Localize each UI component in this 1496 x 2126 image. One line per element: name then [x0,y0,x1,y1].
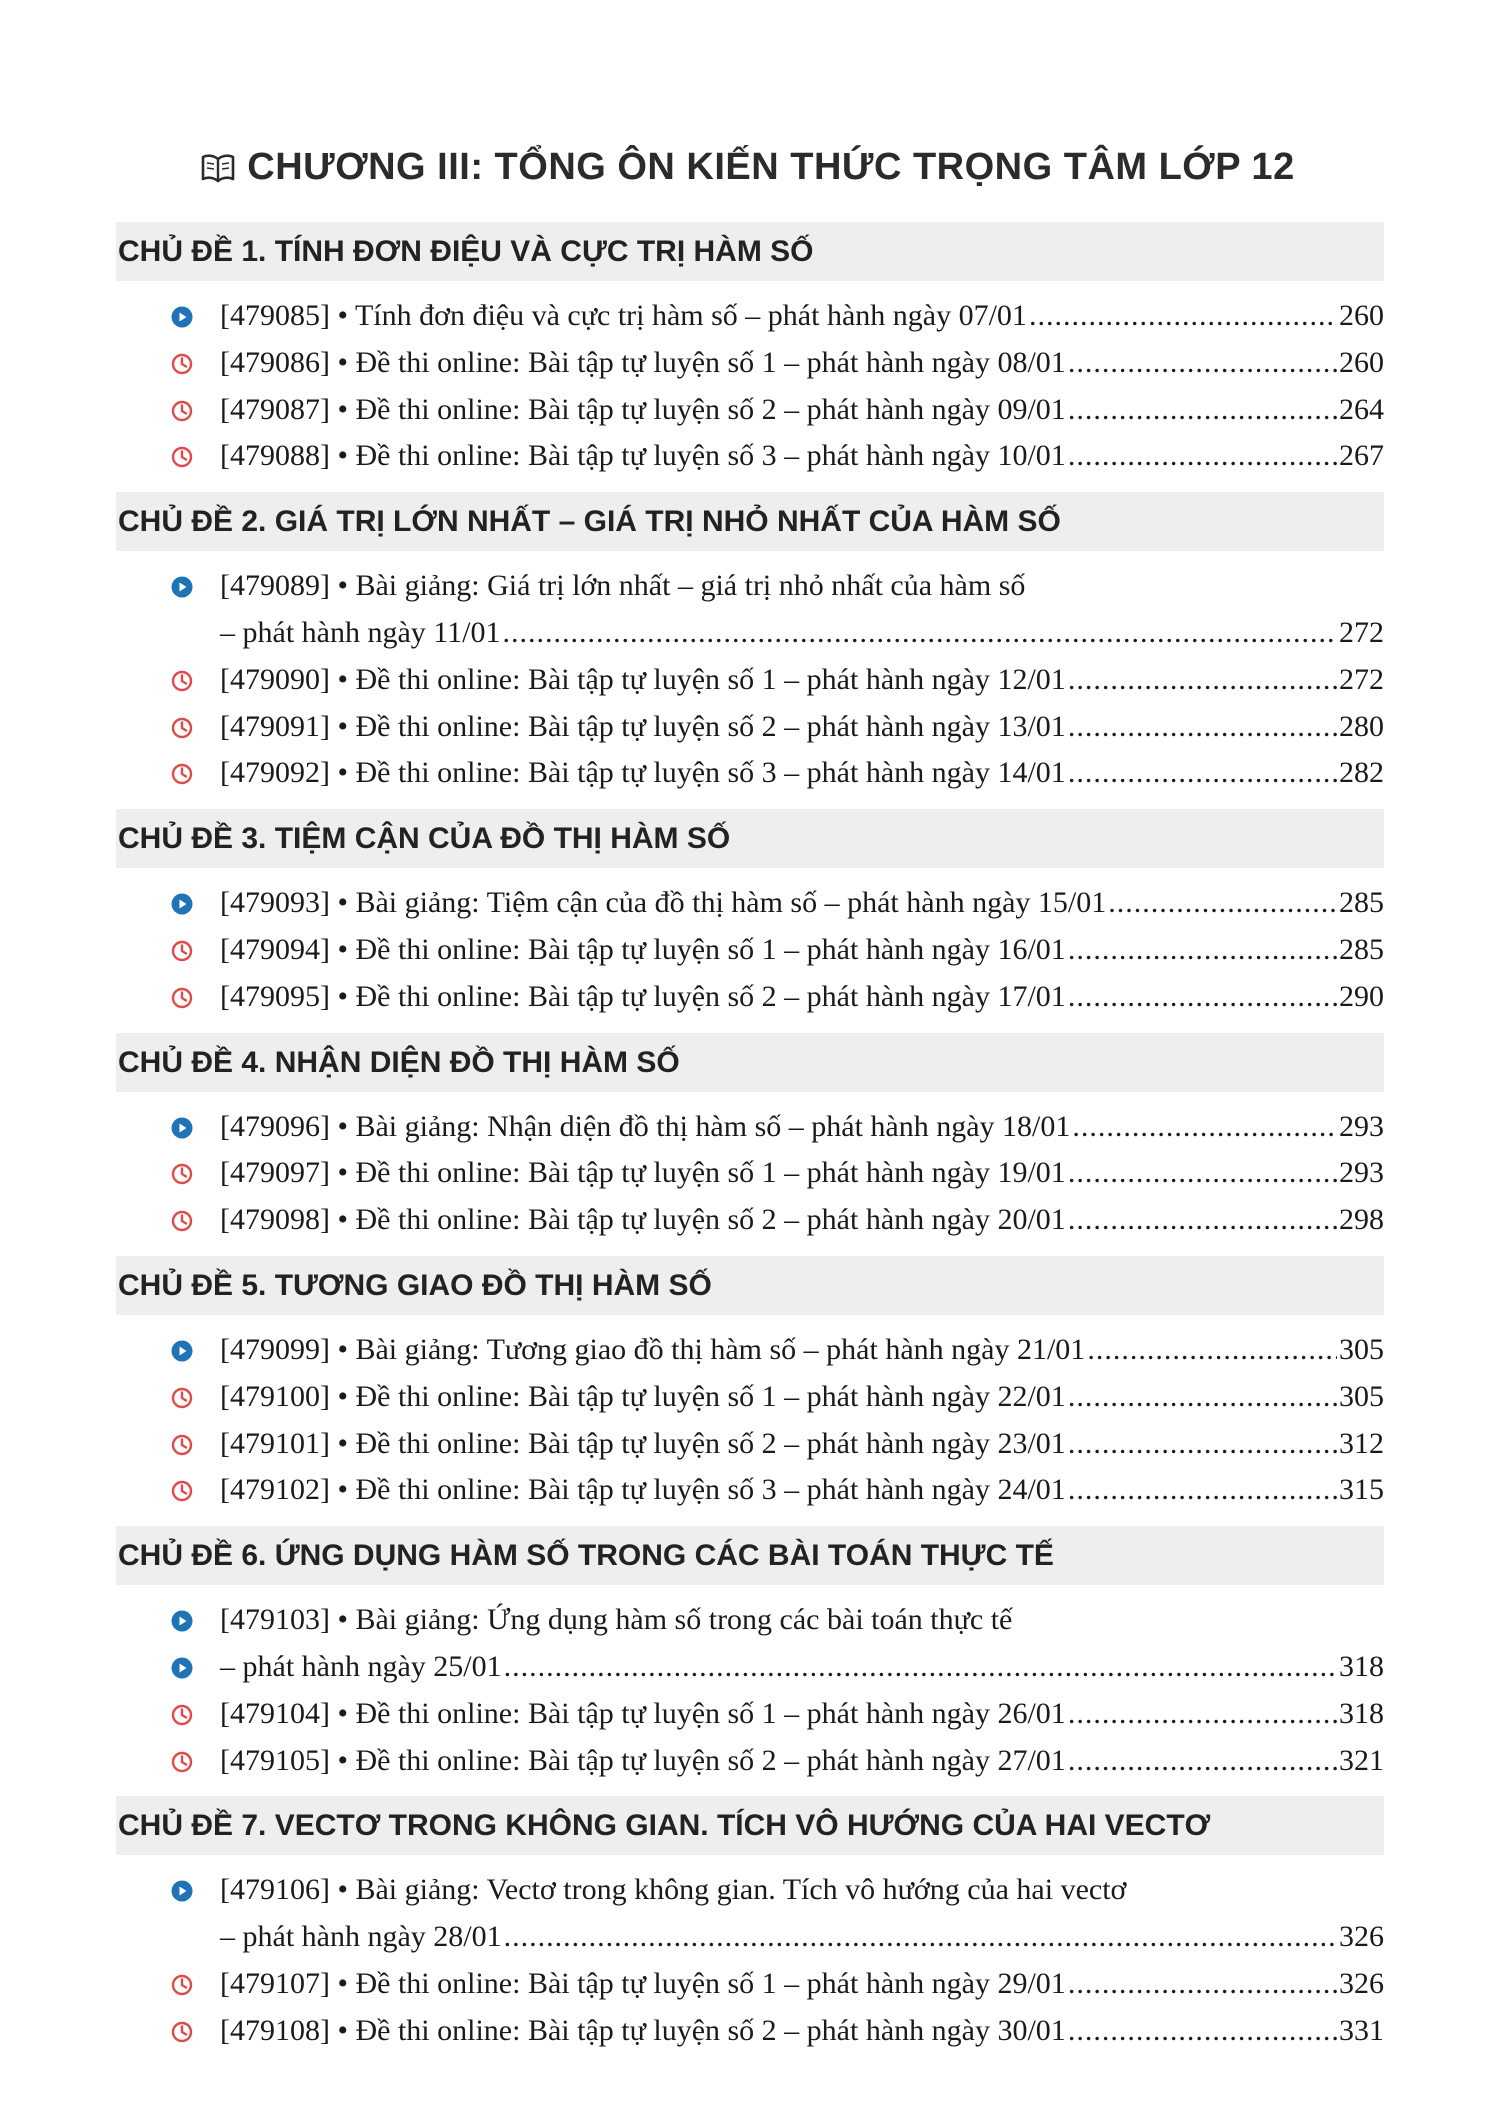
entry-line [220,1961,1384,2008]
toc-entry[interactable] [116,387,1384,434]
entry-line [220,1644,1384,1691]
dot-leader [1068,387,1337,434]
page-number: 318 [1339,1649,1384,1683]
page-number: 315 [1339,1473,1384,1507]
page-number: 326 [1339,1920,1384,1954]
entry-line [220,387,1384,434]
entry-text: [479095] • Đề thi online: Bài tập tự luyện số 2 – phát hành ngày 17/01 [220,979,1066,1013]
clock-icon [171,1751,193,1773]
entry-text: [479105] • Đề thi online: Bài tập tự luyện số 2 – phát hành ngày 27/01 [220,1743,1066,1777]
toc-entry[interactable] [116,1104,1384,1151]
entry-text: [479089] • Bài giảng: Giá trị lớn nhất – giá trị nhỏ nhất của hàm số [220,569,1026,603]
clock-icon [171,400,193,422]
dot-leader [504,1914,1337,1961]
play-icon [171,1657,193,1679]
page-number: 312 [1339,1426,1384,1460]
page-number: 318 [1339,1696,1384,1730]
clock-icon [171,717,193,739]
entry-text: [479099] • Bài giảng: Tương giao đồ thị hàm số – phát hành ngày 21/01 [220,1332,1086,1366]
entry-text: [479103] • Bài giảng: Ứng dụng hàm số trong các bài toán thực tế [220,1603,1013,1637]
topic-header: CHỦ ĐỀ 3. TIỆM CẬN CỦA ĐỒ THỊ HÀM SỐ [116,809,1384,868]
entry-text: [479092] • Đề thi online: Bài tập tự luyện số 3 – phát hành ngày 14/01 [220,756,1066,790]
topic-section [116,1526,1384,1784]
topic-header: CHỦ ĐỀ 4. NHẬN DIỆN ĐỒ THỊ HÀM SỐ [116,1033,1384,1092]
entry-line [220,657,1384,704]
entry-line [220,433,1384,480]
topic-header: CHỦ ĐỀ 5. TƯƠNG GIAO ĐỒ THỊ HÀM SỐ [116,1256,1384,1315]
dot-leader [1068,2008,1337,2055]
entry-text: [479091] • Đề thi online: Bài tập tự luyện số 2 – phát hành ngày 13/01 [220,709,1066,743]
entry-line [220,704,1384,751]
dot-leader [1068,974,1337,1021]
clock-icon [171,1163,193,1185]
play-icon [171,1340,193,1362]
entry-line [220,340,1384,387]
page-number: 264 [1339,392,1384,426]
topic-header: CHỦ ĐỀ 1. TÍNH ĐƠN ĐIỆU VÀ CỰC TRỊ HÀM SỐ [116,222,1384,281]
entry-text: [479104] • Đề thi online: Bài tập tự luyện số 1 – phát hành ngày 26/01 [220,1696,1066,1730]
dot-leader [503,610,1337,657]
toc-entry[interactable] [116,293,1384,340]
topic-header: CHỦ ĐỀ 6. ỨNG DỤNG HÀM SỐ TRONG CÁC BÀI TOÁN THỰC TẾ [116,1526,1384,1585]
entry-line [220,1597,1384,1644]
dot-leader [1087,1327,1337,1374]
dot-leader [1068,1421,1337,1468]
entry-line [220,880,1384,927]
dot-leader [1068,1467,1337,1514]
dot-leader [1108,880,1337,927]
page-number: 298 [1339,1203,1384,1237]
page-number: 290 [1339,979,1384,1013]
entry-line [220,1691,1384,1738]
entry-line [220,1150,1384,1197]
page-number: 331 [1339,2013,1384,2047]
dot-leader [1068,1961,1337,2008]
topic-section [116,1033,1384,1244]
entry-line [220,2008,1384,2055]
page-number: 305 [1339,1379,1384,1413]
toc-entry[interactable] [116,657,1384,704]
dot-leader [1068,750,1337,797]
entry-line [220,1197,1384,1244]
clock-icon [171,670,193,692]
entry-text: [479102] • Đề thi online: Bài tập tự luyện số 3 – phát hành ngày 24/01 [220,1473,1066,1507]
clock-icon [171,1974,193,1996]
dot-leader [1068,1374,1337,1421]
entry-line [220,1421,1384,1468]
page-number: 285 [1339,932,1384,966]
topic-section [116,809,1384,1020]
toc-entry[interactable] [116,927,1384,974]
entry-text: [479100] • Đề thi online: Bài tập tự luyện số 1 – phát hành ngày 22/01 [220,1379,1066,1413]
entry-line [220,1467,1384,1514]
page-number: 293 [1339,1109,1384,1143]
topic-section [116,1796,1384,2054]
toc-entry[interactable] [116,1961,1384,2008]
dot-leader [1068,433,1337,480]
page-number: 272 [1339,662,1384,696]
entry-line [220,1867,1384,1914]
topic-section [116,1256,1384,1514]
play-icon [171,1117,193,1139]
dot-leader [1068,704,1337,751]
entry-text: [479087] • Đề thi online: Bài tập tự luyện số 2 – phát hành ngày 09/01 [220,392,1066,426]
entry-line [220,1914,1384,1961]
entry-text: [479096] • Bài giảng: Nhận diện đồ thị hàm số – phát hành ngày 18/01 [220,1109,1071,1143]
entry-text: – phát hành ngày 11/01 [220,615,501,649]
dot-leader [1068,927,1337,974]
toc-entry[interactable] [116,1691,1384,1738]
toc-entry[interactable] [116,1597,1384,1691]
toc-entry[interactable] [116,1374,1384,1421]
page-number: 305 [1339,1332,1384,1366]
entry-text: – phát hành ngày 28/01 [220,1920,502,1954]
clock-icon [171,353,193,375]
toc-entry[interactable] [116,1467,1384,1514]
toc-entry[interactable] [116,974,1384,1021]
page-number: 260 [1339,299,1384,332]
entry-line [220,293,1384,340]
play-icon [171,1610,193,1632]
clock-icon [171,446,193,468]
dot-leader [1068,1691,1337,1738]
toc-entry[interactable] [116,750,1384,797]
chapter-title [0,146,1496,193]
clock-icon [171,1480,193,1502]
dot-leader [1068,657,1337,704]
page-number: 272 [1339,615,1384,649]
dot-leader [1068,1738,1337,1785]
entry-text: [479086] • Đề thi online: Bài tập tự luyện số 1 – phát hành ngày 08/01 [220,345,1066,379]
entry-text: [479107] • Đề thi online: Bài tập tự luyện số 1 – phát hành ngày 29/01 [220,1966,1066,2000]
topic-section [116,492,1384,797]
dot-leader [1029,293,1337,340]
topic-header: CHỦ ĐỀ 7. VECTƠ TRONG KHÔNG GIAN. TÍCH VÔ HƯỚNG CỦA HAI VECTƠ [116,1796,1384,1855]
clock-icon [171,1387,193,1409]
toc-entry[interactable] [116,704,1384,751]
entry-text: [479090] • Đề thi online: Bài tập tự luyện số 1 – phát hành ngày 12/01 [220,662,1066,696]
entry-text: [479097] • Đề thi online: Bài tập tự luyện số 1 – phát hành ngày 19/01 [220,1156,1066,1190]
chapter-title-text: CHƯƠNG III: TỔNG ÔN KIẾN THỨC TRỌNG TÂM LỚP 12 [247,146,1295,188]
play-icon [171,893,193,915]
page-number: 321 [1339,1743,1384,1777]
toc-content [116,222,1384,2067]
clock-icon [171,2021,193,2043]
toc-entry[interactable] [116,1738,1384,1785]
clock-icon [171,1704,193,1726]
clock-icon [171,763,193,785]
entry-line [220,974,1384,1021]
dot-leader [1068,340,1337,387]
entry-line [220,563,1384,610]
dot-leader [1072,1104,1337,1151]
page-number: 293 [1339,1156,1384,1190]
page-number: 285 [1339,886,1384,920]
toc-entry[interactable] [116,2008,1384,2055]
entry-text: [479085] • Tính đơn điệu và cực trị hàm số – phát hành ngày 07/01 [220,299,1027,332]
page-number: 326 [1339,1966,1384,2000]
play-icon [171,576,193,598]
entry-line [220,750,1384,797]
entry-line [220,927,1384,974]
page-number: 267 [1339,439,1384,473]
toc-entry[interactable] [116,340,1384,387]
book-icon [201,150,235,193]
clock-icon [171,987,193,1009]
clock-icon [171,1210,193,1232]
clock-icon [171,1434,193,1456]
toc-entry[interactable] [116,880,1384,927]
entry-line [220,1327,1384,1374]
toc-entry[interactable] [116,1421,1384,1468]
play-icon [171,1880,193,1902]
dot-leader [1068,1197,1337,1244]
toc-entry[interactable] [116,1327,1384,1374]
entry-line [220,1738,1384,1785]
entry-text: [479093] • Bài giảng: Tiệm cận của đồ thị hàm số – phát hành ngày 15/01 [220,886,1107,920]
dot-leader [504,1644,1337,1691]
page-number: 280 [1339,709,1384,743]
toc-entry[interactable] [116,563,1384,657]
page-number: 260 [1339,345,1384,379]
page-number: 282 [1339,756,1384,790]
topic-section [116,222,1384,480]
toc-entry[interactable] [116,1197,1384,1244]
play-icon [171,306,193,328]
entry-line [220,1374,1384,1421]
toc-entry[interactable] [116,1867,1384,1961]
entry-text: [479088] • Đề thi online: Bài tập tự luyện số 3 – phát hành ngày 10/01 [220,439,1066,473]
dot-leader [1068,1150,1337,1197]
clock-icon [171,940,193,962]
entry-line [220,610,1384,657]
toc-entry[interactable] [116,1150,1384,1197]
topic-header: CHỦ ĐỀ 2. GIÁ TRỊ LỚN NHẤT – GIÁ TRỊ NHỎ NHẤT CỦA HÀM SỐ [116,492,1384,551]
entry-text: [479098] • Đề thi online: Bài tập tự luyện số 2 – phát hành ngày 20/01 [220,1203,1066,1237]
entry-text: [479108] • Đề thi online: Bài tập tự luyện số 2 – phát hành ngày 30/01 [220,2013,1066,2047]
entry-line [220,1104,1384,1151]
toc-entry[interactable] [116,433,1384,480]
entry-text: [479094] • Đề thi online: Bài tập tự luyện số 1 – phát hành ngày 16/01 [220,932,1066,966]
entry-text: [479106] • Bài giảng: Vectơ trong không gian. Tích vô hướng của hai vectơ [220,1873,1127,1907]
entry-text: – phát hành ngày 25/01 [220,1649,502,1683]
entry-text: [479101] • Đề thi online: Bài tập tự luyện số 2 – phát hành ngày 23/01 [220,1426,1066,1460]
